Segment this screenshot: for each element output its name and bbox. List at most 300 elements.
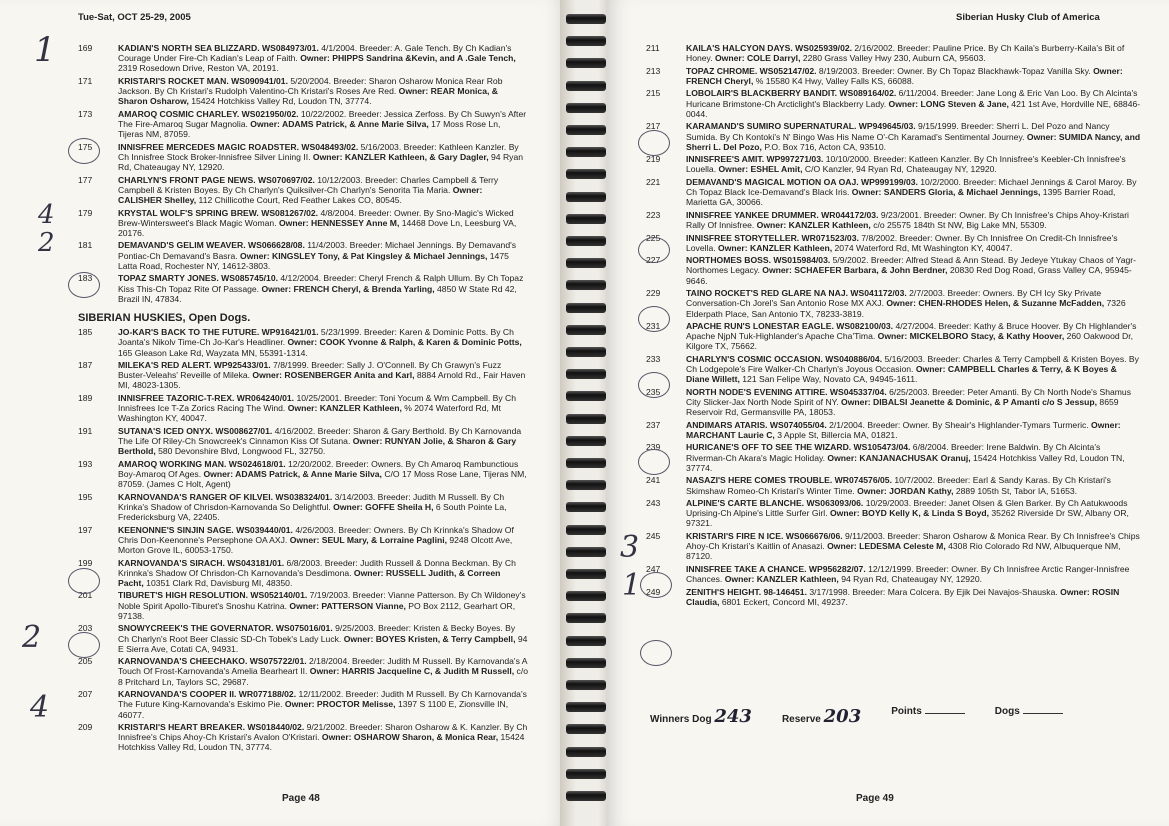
entry-owner: Owner: PHIPPS Sandrina &Kevin, and A .Gale Tench, xyxy=(297,53,516,64)
binding-ring xyxy=(566,36,606,46)
entry-details xyxy=(118,492,528,523)
entry-owner: Owner: HENNESSEY Anne M, xyxy=(276,217,400,228)
binding-ring xyxy=(566,569,606,579)
entry-details xyxy=(686,387,1142,418)
catalog-entry xyxy=(78,393,528,424)
entry-owner: Owner: KANZLER Kathleen, xyxy=(285,403,402,414)
binding-ring xyxy=(566,769,606,779)
entry-number: 171 xyxy=(78,75,93,86)
entry-owner: Owner: KANZLER Kathleen, xyxy=(715,242,833,253)
entry-name: AMAROQ COSMIC CHARLEY. WS021950/02. xyxy=(118,108,299,119)
entry-name: KAILA'S HALCYON DAYS. WS025939/02. xyxy=(686,43,853,53)
entry-text: 7/8/2002. Breeder: Owner. By Ch Innisfree On Credit-Ch Innisfree's Lovella. xyxy=(686,232,1118,253)
entry-name: INNISFREE TAKE A CHANCE. WP956282/07. xyxy=(686,563,866,574)
entry-number: 239 xyxy=(646,442,661,453)
section-title: SIBERIAN HUSKIES, Open Dogs. xyxy=(78,311,251,324)
entry-number: 193 xyxy=(78,458,93,469)
entry-number: 221 xyxy=(646,176,661,187)
entry-details xyxy=(686,321,1142,352)
entry-address: 121 San Felipe Way, Novato CA, 94945-1611. xyxy=(739,374,918,385)
entry-owner: Owner: CALISHER Shelley, xyxy=(118,184,483,206)
binding-ring xyxy=(566,702,606,712)
page-footer-left: Page 48 xyxy=(282,793,320,804)
entry-name: INNISFREE TAZORIC-T-REX. WR064240/01. xyxy=(118,392,295,403)
entry-name: KARAMAND'S SUMIRO SUPERNATURAL. WP949645/03. xyxy=(686,121,916,132)
entry-name: ZENITH'S HEIGHT. 98-146451. xyxy=(686,586,807,597)
entry-name: TIBURET'S HIGH RESOLUTION. WS052140/01. xyxy=(118,590,308,601)
entry-address: % 15580 K4 Hwy, Valley Falls KS, 66088. xyxy=(753,75,914,86)
entry-text: 12/20/2002. Breeder: Owners. By Ch Amaroq Rambunctious Boy-Amaroq Of Ages. xyxy=(118,458,519,479)
binding-ring xyxy=(566,391,606,401)
results-line xyxy=(650,706,1063,727)
winners-handwritten: 243 xyxy=(714,706,752,727)
entry-name: AMAROQ WORKING MAN. WS024618/01. xyxy=(118,458,286,469)
binding-ring xyxy=(566,58,606,68)
handwritten-mark: 2 xyxy=(38,228,55,258)
entry-name: DEMAVAND'S MAGICAL MOTION OA OAJ. WP999199/03. xyxy=(686,176,918,187)
entry-address: 580 Devonshire Blvd, Longwood FL, 32750. xyxy=(155,446,326,457)
entry-number: 183 xyxy=(78,273,93,284)
entry-details xyxy=(118,327,528,358)
entry-owner: Owner: LONG Steven & Jane, xyxy=(886,98,1009,109)
catalog-entry xyxy=(646,210,1142,230)
entry-text: 8/19/2003. Breeder: Owner. By Ch Topaz Blackhawk-Topaz Vanilla Sky. xyxy=(816,65,1091,76)
entry-text: 4/16/2002. Breeder: Sharon & Gary Berthold. By Ch Karnovanda The Life Of Riley-Ch Snowcreek's Cinnamon Kiss Of Sutana. xyxy=(118,425,522,447)
binding-ring xyxy=(566,436,606,446)
catalog-entry xyxy=(78,109,528,140)
entry-name: KRISTARI'S FIRE N ICE. WS066676/06. xyxy=(686,530,843,541)
entry-number: 211 xyxy=(646,43,660,53)
pen-circle xyxy=(638,306,670,332)
entry-address: C/O 17 Moss Rose Lane, Tijeras NM, 87059. (James C Holt, Agent) xyxy=(118,468,527,490)
entry-address: 14468 Dove Ln, Leesburg VA, 20176. xyxy=(118,217,517,238)
catalog-entry xyxy=(78,722,528,753)
binding-ring xyxy=(566,414,606,424)
entry-text: 10/10/2000. Breeder: Katleen Kanzler. By Ch Innisfree's Keebler-Ch Innisfree's Louella. xyxy=(686,154,1126,175)
entry-number: 173 xyxy=(78,108,93,119)
entry-text: 7/8/1999. Breeder: Sally J. O'Connell. By Ch Grawyn's Fuzz Buster-Veleahs' Reveille of Mileka. xyxy=(118,360,502,381)
binding-ring xyxy=(566,547,606,557)
entry-owner: Owner: COOK Yvonne & Ralph, & Karen & Dominic Potts, xyxy=(285,337,522,348)
entry-number: 185 xyxy=(78,327,93,338)
entry-details xyxy=(118,426,528,457)
binding-ring xyxy=(566,747,606,757)
binding-ring xyxy=(566,525,606,535)
catalog-entry xyxy=(78,590,528,621)
entry-name: LOBOLAIR'S BLACKBERRY BANDIT. WS089164/02. xyxy=(686,88,897,99)
entry-details xyxy=(686,288,1142,319)
handwritten-mark: 4 xyxy=(38,200,55,230)
winners-label: Winners Dog xyxy=(650,714,712,725)
entry-address: 8659 Reservoir Rd, Germansville PA, 18053. xyxy=(686,397,1119,418)
entry-text: 10/25/2001. Breeder: Toni Yocum & Wm Campbell. By Ch Innisfrees Ice T-Za Zorics Racing The Wind. xyxy=(118,392,517,414)
entry-address: 6801 Eckert, Concord MI, 49237. xyxy=(719,596,848,607)
entry-details xyxy=(118,208,528,239)
binding-ring xyxy=(566,347,606,357)
entry-address: 421 1st Ave, Hordville NE, 68846-0044. xyxy=(686,98,1141,119)
dogs xyxy=(995,706,1063,727)
catalog-entry xyxy=(646,43,1142,63)
entry-address: 7326 Elderpath Place, San Antonio TX, 78233-3819. xyxy=(686,298,1126,319)
catalog-entry xyxy=(78,327,528,358)
entry-owner: Owner: KANZLER Kathleen, & Gary Dagler, xyxy=(310,151,489,162)
pen-circle xyxy=(640,640,672,666)
entry-owner: Owner: JORDAN Kathy, xyxy=(854,485,954,496)
entry-address: 17 Moss Rose Ln, Tijeras NM, 87059. xyxy=(118,119,501,140)
pen-circle xyxy=(638,449,670,475)
pen-circle xyxy=(68,272,100,298)
entry-text: 12/11/2002. Breeder: Judith M Russell. By Ch Karnovanda's The Future King-Karnovanda's Eskimo Pie. xyxy=(118,689,527,710)
entry-text: 3/14/2003. Breeder: Judith M Russell. By Ch Krinka's Shadow of Chrisdon-Karnovanda So Delightful. xyxy=(118,491,505,512)
entry-details xyxy=(118,43,528,74)
catalog-entry xyxy=(646,475,1142,495)
catalog-entry xyxy=(646,442,1142,473)
binding-ring xyxy=(566,613,606,623)
entry-text: 6/8/2004. Breeder: Irene Baldwin. By Ch Alcinta's Riverman-Ch Akara's Magic Holiday. xyxy=(686,442,1101,463)
entry-owner: Owner: DIBALSI Jeanette & Dominic, & P Amanti c/o S Jessup, xyxy=(838,397,1098,408)
entry-name: SNOWYCREEK'S THE GOVERNATOR. WS075016/01. xyxy=(118,623,333,634)
binding-ring xyxy=(566,280,606,290)
entry-name: INNISFREE STORYTELLER. WR071523/03. xyxy=(686,232,859,243)
reserve-handwritten: 203 xyxy=(823,706,862,727)
entry-name: KARNOVANDA'S SIRACH. WS043181/01. xyxy=(118,557,285,568)
entry-details xyxy=(118,722,528,753)
entry-name: KRISTARI'S ROCKET MAN. WS090941/01. xyxy=(118,75,288,86)
left-entries-list xyxy=(78,43,528,755)
entry-owner: Owner: MICKELBORO Stacy, & Kathy Hoover, xyxy=(875,331,1065,342)
catalog-entry xyxy=(78,558,528,589)
entry-address: 8884 Arnold Rd., Fair Haven MI, 48023-1305. xyxy=(118,370,526,391)
entry-number: 195 xyxy=(78,491,93,502)
catalog-entry xyxy=(78,459,528,490)
entry-details xyxy=(118,175,528,206)
entry-details xyxy=(686,66,1142,86)
binding-ring xyxy=(566,125,606,135)
entry-address: 15424 Hotchkiss Valley Rd, Loudon TN, 37774. xyxy=(686,452,1125,473)
left-page xyxy=(0,0,568,826)
entry-owner: Owner: BOYD Kelly K, & Linda S Boyd, xyxy=(827,508,989,519)
entry-number: 175 xyxy=(78,141,93,152)
handwritten-mark: 2 xyxy=(22,620,42,655)
entry-number: 249 xyxy=(646,586,661,597)
entry-name: TOPAZ CHROME. WS052147/02. xyxy=(686,65,817,76)
catalog-entry xyxy=(78,623,528,654)
entry-number: 231 xyxy=(646,321,661,332)
entry-details xyxy=(118,109,528,140)
entry-details xyxy=(686,587,1142,607)
reserve xyxy=(782,706,861,727)
entry-address: 165 Gleason Lake Rd, Wayzata MN, 55391-1314. xyxy=(118,347,308,358)
entry-number: 217 xyxy=(646,121,661,132)
entry-owner: Owner: ESHEL Amit, xyxy=(716,164,803,175)
entry-owner: Owner: COLE Darryl, xyxy=(712,53,801,64)
binding-ring xyxy=(566,680,606,690)
catalog-entry xyxy=(646,66,1142,86)
entry-owner: Owner: CAMPBELL Charles & Terry, & K Boyes & Diane Willett, xyxy=(686,364,1117,385)
entry-name: KARNOVANDA'S CHEECHAKO. WS075722/01. xyxy=(118,656,307,667)
dogs-label: Dogs xyxy=(994,706,1020,717)
catalog-entry xyxy=(78,273,528,304)
binding-ring xyxy=(566,192,606,202)
catalog-entry xyxy=(646,564,1142,584)
page-footer-right: Page 49 xyxy=(856,793,894,804)
binding-ring xyxy=(566,81,606,91)
entry-text: 10/2/2000. Breeder: Michael Jennings & Carol Maroy. By Ch Topaz Black Ice-Demavand's Black Iris. xyxy=(686,176,1137,198)
catalog-entry xyxy=(78,43,528,74)
entry-address: 15424 Hotchkiss Valley Rd, Loudon TN, 37774. xyxy=(188,96,372,107)
entry-number: 227 xyxy=(646,255,661,266)
entry-address: 2889 105th St, Tabor IA, 51653. xyxy=(953,485,1078,496)
right-page xyxy=(606,0,1169,826)
entry-text: 9/11/2003. Breeder: Sharon Osharow & Monica Rear. By Ch Innisfree's Chips Ahoy-Ch Kristari's Kaitlin of Anasazi. xyxy=(686,530,1140,552)
pen-circle xyxy=(638,372,670,398)
entry-details xyxy=(118,360,528,391)
entry-number: 179 xyxy=(78,207,93,218)
entry-number: 243 xyxy=(646,498,661,509)
entry-owner: Owner: KANZLER Kathleen, xyxy=(754,220,871,231)
points-label: Points xyxy=(891,706,922,717)
catalog-entry xyxy=(646,154,1142,174)
entry-text: 9/23/2001. Breeder: Owner. By Ch Innisfree's Chips Ahoy-Kristari Rally Of Innisfree. xyxy=(686,209,1129,231)
entry-name: ALPINE'S CARTE BLANCHE. WS063093/06. xyxy=(686,498,864,509)
entry-address: 1475 Latta Road, Rochester NY, 14612-3803. xyxy=(118,250,509,271)
entry-number: 245 xyxy=(646,530,661,541)
entry-details xyxy=(686,531,1142,562)
entry-owner: Owner: RUSSELL Judith, & Correen Pacht, xyxy=(118,567,501,588)
entry-number: 205 xyxy=(78,656,93,667)
handwritten-mark: 1 xyxy=(622,568,642,603)
binding-ring xyxy=(566,636,606,646)
entry-details xyxy=(686,420,1142,440)
entry-address: P.O. Box 716, Acton CA, 93510. xyxy=(761,141,886,152)
entry-details xyxy=(686,564,1142,584)
binding-ring xyxy=(566,214,606,224)
entry-number: 237 xyxy=(646,419,661,430)
entry-owner: Owner: LEDESMA Celeste M, xyxy=(824,541,946,552)
entry-owner: Owner: KANZLER Kathleen, xyxy=(722,574,839,585)
entry-number: 241 xyxy=(646,475,661,486)
binding-ring xyxy=(566,14,606,24)
binding-ring xyxy=(566,258,606,268)
entry-number: 203 xyxy=(78,623,93,634)
catalog-entry xyxy=(78,240,528,271)
entry-name: HURICANE'S OFF TO SEE THE WIZARD. WS105473/04. xyxy=(686,442,911,453)
entry-text: 4/26/2003. Breeder: Owners. By Ch Krinnka's Shadow Of Chris Don-Keenonne's Persephone OA AXJ. xyxy=(118,524,514,545)
entry-address: 4850 W State Rd 42, Brazil IN, 47834. xyxy=(118,283,517,304)
entry-text: 5/20/2004. Breeder: Sharon Osharow Monica Rear Rob Jackson. By Ch Kristari's Rudolph Valentino-Ch Kristari's Roses Are Red. xyxy=(118,75,503,97)
page-header-left: Tue-Sat, OCT 25-29, 2005 xyxy=(78,12,191,23)
entry-name: TAINO ROCKET'S RED GLARE NA NAJ. WS041172/03. xyxy=(686,288,907,299)
entry-number: 169 xyxy=(78,43,93,53)
entry-address: 4308 Rio Colorado Rd NW, Albuquerque NM, 87120. xyxy=(686,541,1121,562)
entry-details xyxy=(118,459,528,490)
entry-owner: Owner: MARCHANT Laurie C, xyxy=(686,419,1121,440)
entry-owner: Owner: ADAMS Patrick, & Anne Marie Silva, xyxy=(247,119,429,130)
entry-name: KRISTARI'S HEART BREAKER. WS018440/02. xyxy=(118,722,305,733)
entry-address: 35262 Riverside Dr SW, Albany OR, 97321. xyxy=(686,508,1129,529)
entry-number: 209 xyxy=(78,722,93,733)
entry-number: 181 xyxy=(78,240,93,251)
catalog-entry xyxy=(646,233,1142,253)
binding-ring xyxy=(566,236,606,246)
catalog-entry xyxy=(646,88,1142,119)
catalog-entry xyxy=(646,420,1142,440)
entry-details xyxy=(686,210,1142,230)
entry-owner: Owner: OSHAROW Sharon, & Monica Rear, xyxy=(319,732,499,743)
entry-address: 94 E Sierra Ave, Cotati CA, 94931. xyxy=(118,633,528,654)
entry-text: 5/23/1999. Breeder: Karen & Dominic Potts. By Ch Joanta's Nikolv Time-Ch Jo-Kar's Headliner. xyxy=(118,327,514,348)
binding-ring xyxy=(566,458,606,468)
entry-details xyxy=(118,656,528,687)
pen-circle xyxy=(638,237,670,263)
entry-name: CHARLYN'S FRONT PAGE NEWS. WS070697/02. xyxy=(118,174,315,185)
entry-owner: Owner: FRENCH Cheryl, & Brenda Yarling, xyxy=(259,283,435,294)
entry-number: 215 xyxy=(646,88,661,99)
pen-circle xyxy=(68,632,100,658)
binding-ring xyxy=(566,369,606,379)
entry-owner: Owner: KINGSLEY Tony, & Pat Kingsley & Michael Jennings, xyxy=(237,250,488,261)
pen-circle xyxy=(68,568,100,594)
entry-name: KEENONNE'S SINJIN SAGE. WS039440/01. xyxy=(118,524,293,535)
entry-details xyxy=(118,273,528,304)
entry-owner: Owner: HARRIS Jacqueline C, & Judith M Russell, xyxy=(307,666,515,677)
handwritten-mark: 1 xyxy=(34,30,56,70)
entry-owner: Owner: CHEN-RHODES Helen, & Suzanne McFadden, xyxy=(883,298,1105,309)
entry-address: 2319 Rosedown Drive, Reston VA, 20191. xyxy=(118,63,279,74)
entry-owner: Owner: PROCTOR Melisse, xyxy=(282,699,396,710)
entry-name: TOPAZ SMARTY JONES. WS085745/10. xyxy=(118,273,278,284)
pen-circle xyxy=(638,130,670,156)
entry-number: 191 xyxy=(78,425,93,436)
entry-address: 94 Ryan Rd, Chateaugay NY, 12920. xyxy=(838,574,982,585)
entry-number: 235 xyxy=(646,386,661,397)
pen-circle xyxy=(640,572,672,598)
catalog-entry xyxy=(78,76,528,107)
entry-text: 2/16/2002. Breeder: Pauline Price. By Ch Kaila's Burberry-Kaila's Bit of Honey. xyxy=(686,43,1125,64)
entry-details xyxy=(118,76,528,107)
entry-owner: Owner: ADAMS Patrick, & Anne Marie Silva, xyxy=(201,468,382,479)
entry-details xyxy=(686,354,1142,385)
entry-details xyxy=(686,121,1142,152)
entry-name: KADIAN'S NORTH SEA BLIZZARD. WS084973/01. xyxy=(118,43,319,53)
catalog-entry xyxy=(646,531,1142,562)
binding-ring xyxy=(566,480,606,490)
points xyxy=(891,706,965,727)
entry-details xyxy=(686,255,1142,286)
entry-name: KRYSTAL WOLF'S SPRING BREW. WS081267/02. xyxy=(118,207,319,218)
entry-address: 94 Ryan Rd, Chateaugay NY, 12920. xyxy=(118,151,524,173)
catalog-entry xyxy=(78,426,528,457)
catalog-entry xyxy=(646,255,1142,286)
catalog-entry xyxy=(646,498,1142,529)
catalog-entry xyxy=(78,175,528,206)
entry-address: 260 Oakwood Dr, Kilgore TX, 75662. xyxy=(686,331,1133,352)
entry-name: INNISFREE MERCEDES MAGIC ROADSTER. WS048493/02. xyxy=(118,141,359,152)
catalog-entry xyxy=(646,587,1142,607)
entry-details xyxy=(118,393,528,424)
catalog-entry xyxy=(646,288,1142,319)
binding-ring xyxy=(566,103,606,113)
entry-owner: Owner: KANJANACHUSAK Oranuj, xyxy=(825,452,971,463)
entry-address: 9248 Olcott Ave, Morton Grove IL, 60053-1750. xyxy=(118,534,513,555)
catalog-entry xyxy=(78,492,528,523)
entry-name: INNISFREE YANKEE DRUMMER. WR044172/03. xyxy=(686,209,879,220)
entry-number: 187 xyxy=(78,360,93,371)
entry-number: 229 xyxy=(646,288,661,299)
entry-details xyxy=(118,623,528,654)
entry-number: 189 xyxy=(78,392,93,403)
catalog-entry xyxy=(78,656,528,687)
entry-text: 9/25/2003. Breeder: Kristen & Becky Boyes. By Ch Charlyn's Root Beer Classic SD-Ch Tobek's Lady Luck. xyxy=(118,623,516,644)
catalog-entry xyxy=(78,525,528,556)
catalog-entry xyxy=(78,142,528,173)
entry-text: 9/21/2002. Breeder: Sharon Osharow & K. Kanzler. By Ch Innisfree's Chips Ahoy-Ch Kristari's Avalon O'Kristari. xyxy=(118,722,528,743)
entry-number: 207 xyxy=(78,689,93,700)
entry-name: NORTHOMES BOSS. WS015984/03. xyxy=(686,255,831,266)
entry-owner: Owner: ROSIN Claudia, xyxy=(686,586,1120,607)
entry-number: 225 xyxy=(646,232,661,243)
entry-text: 7/19/2003. Breeder: Vianne Patterson. By Ch Wildoney's Noble Spirit Apollo-Tiburet's Snoshu Katrina. xyxy=(118,590,526,611)
entry-owner: Owner: SANDERS Gloria, & Michael Jennings, xyxy=(849,187,1041,198)
entry-details xyxy=(118,558,528,589)
entry-number: 197 xyxy=(78,524,93,535)
entry-name: KARNOVANDA'S RANGER OF KILVEI. WS038324/01. xyxy=(118,491,333,502)
entry-owner: Owner: SEUL Mary, & Lorraine Paglini, xyxy=(287,534,447,545)
entry-text: 4/8/2004. Breeder: Owner. By Sno-Magic's Wicked Brew-Wintersweet's Black Magic Woman. xyxy=(118,207,514,228)
catalog-entry xyxy=(646,387,1142,418)
entry-owner: Owner: BOYES Kristen, & Terry Campbell, xyxy=(341,633,516,644)
entry-number: 233 xyxy=(646,353,661,364)
entry-address: C/O Kanzler, 94 Ryan Rd, Chateaugay NY, 12920. xyxy=(802,164,997,175)
binding-ring xyxy=(566,325,606,335)
entry-address: 1397 S 1100 E, Zionsville IN, 46077. xyxy=(118,699,509,720)
entry-details xyxy=(118,525,528,556)
entry-text: 12/12/1999. Breeder: Owner. By Ch Innisfree Arctic Ranger-Innisfree Chances. xyxy=(686,563,1130,585)
page-header-right: Siberian Husky Club of America xyxy=(956,12,1100,23)
entry-address: 3 Apple St, Billercia MA, 01821. xyxy=(774,429,898,440)
entry-owner: Owner: FRENCH Cheryl, xyxy=(686,65,1123,86)
entry-address: c/o 25575 184th St NW, Big Lake MN, 55309. xyxy=(870,220,1047,231)
binding-ring xyxy=(566,658,606,668)
winners-dog xyxy=(650,706,752,727)
entry-address: 2280 Grass Valley Hwy 230, Auburn CA, 95603. xyxy=(800,53,986,64)
entry-owner: Owner: REAR Monica, & Sharon Osharow, xyxy=(118,86,498,107)
entry-number: 201 xyxy=(78,590,93,601)
entry-owner: Owner: GOFFE Sheila H, xyxy=(330,501,434,512)
entry-address: PO Box 2112, Gearhart OR, 97138. xyxy=(118,600,516,621)
entry-text: 5/16/2003. Breeder: Charles & Terry Campbell & Kristen Boyes. By Ch Lodgepole's Fire Walker-Ch Charlyn's Joyous Occasion. xyxy=(686,353,1139,375)
entry-number: 247 xyxy=(646,563,661,574)
entry-details xyxy=(118,240,528,271)
entry-name: CHARLYN'S COSMIC OCCASION. WS040886/04. xyxy=(686,353,883,364)
entry-text: 6/25/2003. Breeder: Peter Amanti. By Ch North Node's Shamus City Slicker-Jax North Node Spirit of NY. xyxy=(686,386,1132,408)
entry-text: 2/18/2004. Breeder: Judith M Russell. By Karnovanda's A Touch Of Frost-Karnovanda's Amelia Bearheart II. xyxy=(118,656,528,677)
entry-name: NASAZI'S HERE COMES TROUBLE. WR074576/05. xyxy=(686,475,892,486)
entry-text: 5/9/2002. Breeder: Alfred Stead & Ann Stead. By Jedeye Ytukay Chaos of Yagr-Northomes Legacy. xyxy=(686,255,1136,276)
entry-owner: Owner: SCHAEFER Barbara, & John Berdner, xyxy=(759,265,948,276)
entry-text: 4/27/2004. Breeder: Kathy & Bruce Hoover. By Ch Highlander's Apache NjpN Tuk-Highlander's Apache Cha'Tima. xyxy=(686,321,1137,342)
entry-details xyxy=(686,475,1142,495)
entry-text: 2/1/2004. Breeder: Owner. By Sheair's Highlander-Tymars Turmeric. xyxy=(826,419,1089,430)
entry-address: 112 Chillicothe Court, Red Feather Lakes CO, 80545. xyxy=(196,195,402,206)
entry-number: 223 xyxy=(646,209,661,220)
entry-number: 219 xyxy=(646,154,661,165)
entry-number: 199 xyxy=(78,557,93,568)
catalog-entry xyxy=(78,360,528,391)
entry-text: 4/1/2004. Breeder: A. Gale Tench. By Ch Kadian's Courage Under Fire-Ch Kadian's Leap of Faith. xyxy=(118,43,512,64)
entry-text: 4/12/2004. Breeder: Cheryl French & Ralph Ullum. By Ch Topaz Kiss This-Ch Topaz Rite Of Passage. xyxy=(118,273,524,294)
entry-owner: Owner: SUMIDA Nancy, and Sherri L. Del Pozo, xyxy=(686,131,1141,152)
